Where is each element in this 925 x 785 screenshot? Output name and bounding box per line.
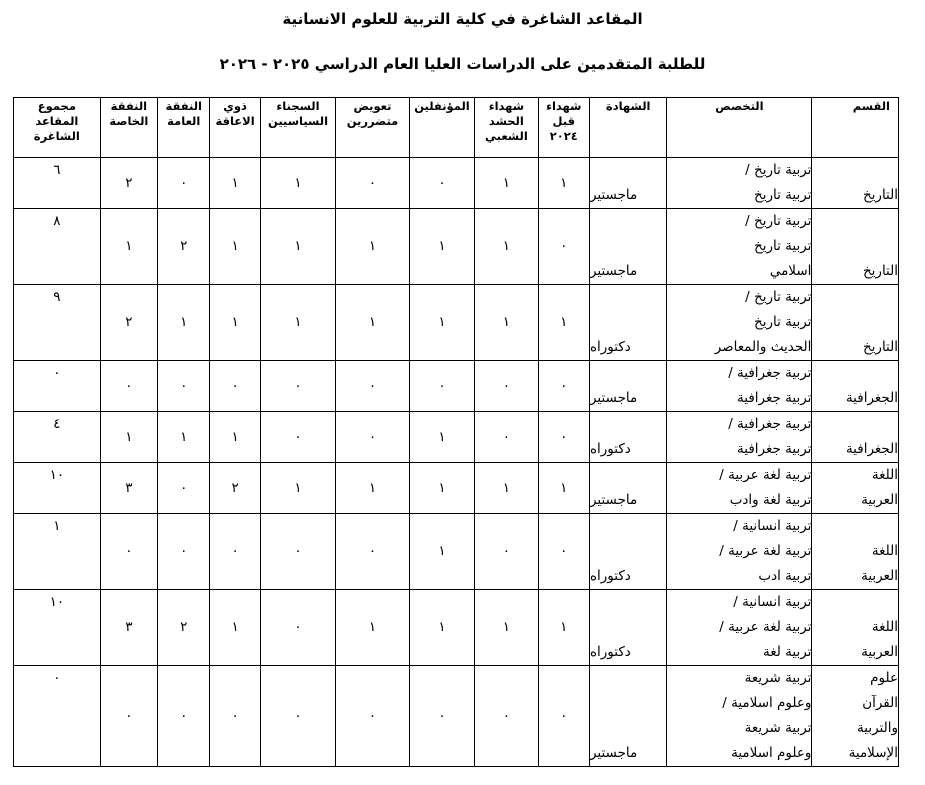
table-row bbox=[14, 361, 899, 412]
martyrs-pre-2024-cell: ١ bbox=[538, 285, 589, 361]
martyrs-pre-2024-cell: ١ bbox=[538, 463, 589, 514]
header-line: السياسيين bbox=[267, 114, 329, 128]
hashd-martyrs-cell: ٠ bbox=[475, 514, 538, 590]
compensation-cell: ١ bbox=[336, 209, 409, 285]
disability-cell: ١ bbox=[210, 590, 260, 666]
header-martyrs-pre-2024 bbox=[538, 98, 589, 158]
header-compensation bbox=[336, 98, 409, 158]
disability-cell: ١ bbox=[210, 412, 260, 463]
private-expense-cell: ٢ bbox=[100, 285, 157, 361]
specialization-line: تربية لغة وادب bbox=[729, 492, 812, 508]
compensation-cell: ٠ bbox=[336, 666, 409, 767]
political-prisoners-cell: ١ bbox=[260, 209, 336, 285]
dept-cell bbox=[812, 412, 899, 463]
dept-line: التاريخ bbox=[862, 263, 898, 279]
specialization-cell bbox=[667, 666, 812, 767]
specialization-line: تربية شريعة bbox=[744, 720, 812, 736]
dept-line: اللغة bbox=[871, 619, 898, 635]
martyrs-pre-2024-cell: ٠ bbox=[538, 361, 589, 412]
total-vacant-cell: ٠ bbox=[14, 361, 101, 412]
total-vacant-cell: ٠ bbox=[14, 666, 101, 767]
compensation-cell: ٠ bbox=[336, 412, 409, 463]
header-line: العامة bbox=[167, 114, 201, 128]
compensation-cell: ١ bbox=[336, 463, 409, 514]
specialization-line: تربية لغة عربية / bbox=[719, 467, 812, 483]
disability-cell: ٠ bbox=[210, 666, 260, 767]
hashd-martyrs-cell: ١ bbox=[475, 209, 538, 285]
dept-line: العربية bbox=[861, 644, 898, 660]
dept-cell bbox=[812, 285, 899, 361]
private-expense-cell: ٠ bbox=[100, 361, 157, 412]
private-expense-cell: ٠ bbox=[100, 514, 157, 590]
dept-line: العربية bbox=[861, 492, 898, 508]
header-line: السجناء bbox=[276, 99, 320, 113]
political-prisoners-cell: ٠ bbox=[260, 666, 336, 767]
header-line: الشعبي bbox=[484, 129, 528, 143]
disability-cell: ١ bbox=[210, 158, 260, 209]
martyrs-pre-2024-cell: ١ bbox=[538, 158, 589, 209]
disability-cell: ١ bbox=[210, 285, 260, 361]
certificate-cell: دكتوراه bbox=[589, 412, 667, 463]
vacant-seats-table bbox=[13, 97, 899, 767]
header-public-expense bbox=[158, 98, 210, 158]
total-vacant-cell: ٤ bbox=[14, 412, 101, 463]
specialization-line: تربية انسانية / bbox=[733, 518, 812, 534]
public-expense-cell: ٠ bbox=[158, 361, 210, 412]
martyrs-pre-2024-cell: ٠ bbox=[538, 209, 589, 285]
header-line: القسم bbox=[852, 99, 890, 113]
public-expense-cell: ٠ bbox=[158, 158, 210, 209]
specialization-cell bbox=[667, 514, 812, 590]
certificate-cell: ماجستير bbox=[589, 666, 667, 767]
specialization-line: الحديث والمعاصر bbox=[714, 339, 812, 355]
dept-cell bbox=[812, 514, 899, 590]
anfal-cell: ٠ bbox=[409, 666, 474, 767]
dept-line: التاريخ bbox=[862, 187, 898, 203]
dept-line: التاريخ bbox=[862, 339, 898, 355]
dept-line: والتربية bbox=[857, 720, 898, 736]
specialization-line: تربية تاريخ bbox=[753, 187, 812, 203]
header-line: تعويض bbox=[353, 99, 392, 113]
header-line: متضررين bbox=[346, 114, 399, 128]
total-vacant-cell: ١٠ bbox=[14, 590, 101, 666]
header-total-vacant bbox=[14, 98, 101, 158]
private-expense-cell: ٢ bbox=[100, 158, 157, 209]
dept-line: اللغة bbox=[871, 467, 898, 483]
certificate-cell: ماجستير bbox=[589, 361, 667, 412]
specialization-line: تربية تاريخ / bbox=[745, 289, 812, 305]
anfal-cell: ١ bbox=[409, 463, 474, 514]
specialization-line: تربية شريعة bbox=[744, 670, 812, 686]
certificate-cell: ماجستير bbox=[589, 209, 667, 285]
specialization-cell bbox=[667, 463, 812, 514]
public-expense-cell: ٠ bbox=[158, 514, 210, 590]
header-private-expense bbox=[100, 98, 157, 158]
specialization-line: وعلوم اسلامية bbox=[731, 745, 812, 761]
political-prisoners-cell: ٠ bbox=[260, 361, 336, 412]
disability-cell: ٠ bbox=[210, 514, 260, 590]
public-expense-cell: ١ bbox=[158, 285, 210, 361]
header-line: التخصص bbox=[715, 99, 764, 113]
private-expense-cell: ٣ bbox=[100, 590, 157, 666]
specialization-cell bbox=[667, 361, 812, 412]
specialization-line: تربية انسانية / bbox=[733, 594, 812, 610]
compensation-cell: ١ bbox=[336, 590, 409, 666]
header-line: النفقة bbox=[110, 99, 148, 113]
header-line: المقاعد bbox=[35, 114, 79, 128]
header-line: الحشد bbox=[488, 114, 524, 128]
header-line: شهداء bbox=[488, 99, 525, 113]
specialization-line: تربية ادب bbox=[758, 568, 812, 584]
compensation-cell: ٠ bbox=[336, 158, 409, 209]
header-specialization bbox=[667, 98, 812, 158]
specialization-line: تربية تاريخ / bbox=[745, 162, 812, 178]
certificate-cell: دكتوراه bbox=[589, 590, 667, 666]
header-line: مجموع bbox=[37, 99, 76, 113]
header-line: المؤنفلين bbox=[414, 99, 470, 113]
hashd-martyrs-cell: ١ bbox=[475, 158, 538, 209]
dept-line: علوم bbox=[870, 670, 898, 686]
martyrs-pre-2024-cell: ٠ bbox=[538, 514, 589, 590]
compensation-cell: ٠ bbox=[336, 361, 409, 412]
table-row bbox=[14, 666, 899, 767]
dept-line: اللغة bbox=[871, 543, 898, 559]
anfal-cell: ١ bbox=[409, 412, 474, 463]
specialization-line: تربية تاريخ / bbox=[745, 213, 812, 229]
certificate-cell: دكتوراه bbox=[589, 285, 667, 361]
specialization-line: تربية جغرافية bbox=[737, 390, 812, 406]
political-prisoners-cell: ١ bbox=[260, 463, 336, 514]
political-prisoners-cell: ٠ bbox=[260, 412, 336, 463]
specialization-line: تربية لغة bbox=[762, 644, 812, 660]
specialization-line: تربية جغرافية / bbox=[728, 365, 812, 381]
anfal-cell: ٠ bbox=[409, 158, 474, 209]
public-expense-cell: ١ bbox=[158, 412, 210, 463]
total-vacant-cell: ١٠ bbox=[14, 463, 101, 514]
specialization-line: تربية جغرافية bbox=[737, 441, 812, 457]
header-line: قبل bbox=[552, 114, 576, 128]
public-expense-cell: ٠ bbox=[158, 463, 210, 514]
specialization-line: تربية جغرافية / bbox=[728, 416, 812, 432]
anfal-cell: ٠ bbox=[409, 361, 474, 412]
document-subtitle: للطلبة المتقدمين على الدراسات العليا العام الدراسي ٢٠٢٥ - ٢٠٢٦ bbox=[219, 55, 706, 73]
public-expense-cell: ٠ bbox=[158, 666, 210, 767]
martyrs-pre-2024-cell: ٠ bbox=[538, 666, 589, 767]
compensation-cell: ١ bbox=[336, 285, 409, 361]
dept-cell bbox=[812, 209, 899, 285]
public-expense-cell: ٢ bbox=[158, 590, 210, 666]
dept-line: الجغرافية bbox=[845, 390, 898, 406]
total-vacant-cell: ٦ bbox=[14, 158, 101, 209]
political-prisoners-cell: ١ bbox=[260, 285, 336, 361]
hashd-martyrs-cell: ١ bbox=[475, 285, 538, 361]
header-dept bbox=[812, 98, 899, 158]
specialization-line: تربية لغة عربية / bbox=[719, 619, 812, 635]
private-expense-cell: ١ bbox=[100, 412, 157, 463]
martyrs-pre-2024-cell: ٠ bbox=[538, 412, 589, 463]
specialization-cell bbox=[667, 209, 812, 285]
anfal-cell: ١ bbox=[409, 514, 474, 590]
header-hashd-martyrs bbox=[475, 98, 538, 158]
header-line: النفقة bbox=[165, 99, 202, 113]
hashd-martyrs-cell: ٠ bbox=[475, 666, 538, 767]
header-anfal bbox=[409, 98, 474, 158]
header-disability bbox=[210, 98, 260, 158]
header-row bbox=[14, 98, 899, 158]
political-prisoners-cell: ٠ bbox=[260, 590, 336, 666]
disability-cell: ٢ bbox=[210, 463, 260, 514]
certificate-cell: دكتوراه bbox=[589, 514, 667, 590]
compensation-cell: ٠ bbox=[336, 514, 409, 590]
specialization-line: اسلامي bbox=[769, 263, 812, 279]
header-certificate bbox=[589, 98, 667, 158]
document-title: المقاعد الشاغرة في كلية التربية للعلوم الانسانية bbox=[282, 10, 643, 28]
dept-cell bbox=[812, 463, 899, 514]
specialization-line: وعلوم اسلامية / bbox=[722, 695, 812, 711]
header-political-prisoners bbox=[260, 98, 336, 158]
specialization-cell bbox=[667, 590, 812, 666]
header-line: شهداء bbox=[546, 99, 582, 113]
dept-cell bbox=[812, 666, 899, 767]
hashd-martyrs-cell: ١ bbox=[475, 463, 538, 514]
table-row bbox=[14, 590, 899, 666]
dept-line: الإسلامية bbox=[848, 745, 898, 761]
hashd-martyrs-cell: ٠ bbox=[475, 412, 538, 463]
specialization-line: تربية لغة عربية / bbox=[719, 543, 812, 559]
private-expense-cell: ٣ bbox=[100, 463, 157, 514]
disability-cell: ٠ bbox=[210, 361, 260, 412]
hashd-martyrs-cell: ١ bbox=[475, 590, 538, 666]
header-line: ٢٠٢٤ bbox=[549, 129, 578, 143]
total-vacant-cell: ٩ bbox=[14, 285, 101, 361]
dept-line: الجغرافية bbox=[845, 441, 898, 457]
hashd-martyrs-cell: ٠ bbox=[475, 361, 538, 412]
martyrs-pre-2024-cell: ١ bbox=[538, 590, 589, 666]
specialization-cell bbox=[667, 285, 812, 361]
header-line: ذوي bbox=[223, 99, 247, 113]
disability-cell: ١ bbox=[210, 209, 260, 285]
public-expense-cell: ٢ bbox=[158, 209, 210, 285]
anfal-cell: ١ bbox=[409, 590, 474, 666]
dept-line: العربية bbox=[861, 568, 898, 584]
table-row bbox=[14, 463, 899, 514]
certificate-cell: ماجستير bbox=[589, 463, 667, 514]
private-expense-cell: ٠ bbox=[100, 666, 157, 767]
political-prisoners-cell: ١ bbox=[260, 158, 336, 209]
specialization-line: تربية تاريخ bbox=[753, 314, 812, 330]
table-row bbox=[14, 412, 899, 463]
dept-line: القرآن bbox=[862, 695, 898, 711]
certificate-cell: ماجستير bbox=[589, 158, 667, 209]
table-row bbox=[14, 158, 899, 209]
specialization-line: تربية تاريخ bbox=[753, 238, 812, 254]
table-row bbox=[14, 285, 899, 361]
dept-cell bbox=[812, 158, 899, 209]
header-line: الاعاقة bbox=[215, 114, 255, 128]
dept-cell bbox=[812, 361, 899, 412]
dept-cell bbox=[812, 590, 899, 666]
specialization-cell bbox=[667, 158, 812, 209]
anfal-cell: ١ bbox=[409, 209, 474, 285]
private-expense-cell: ١ bbox=[100, 209, 157, 285]
header-line: الشهادة bbox=[605, 99, 651, 113]
specialization-cell bbox=[667, 412, 812, 463]
table-row bbox=[14, 209, 899, 285]
header-line: الخاصة bbox=[109, 114, 149, 128]
total-vacant-cell: ١ bbox=[14, 514, 101, 590]
header-line: الشاغرة bbox=[33, 129, 80, 143]
anfal-cell: ١ bbox=[409, 285, 474, 361]
total-vacant-cell: ٨ bbox=[14, 209, 101, 285]
table-row bbox=[14, 514, 899, 590]
political-prisoners-cell: ٠ bbox=[260, 514, 336, 590]
